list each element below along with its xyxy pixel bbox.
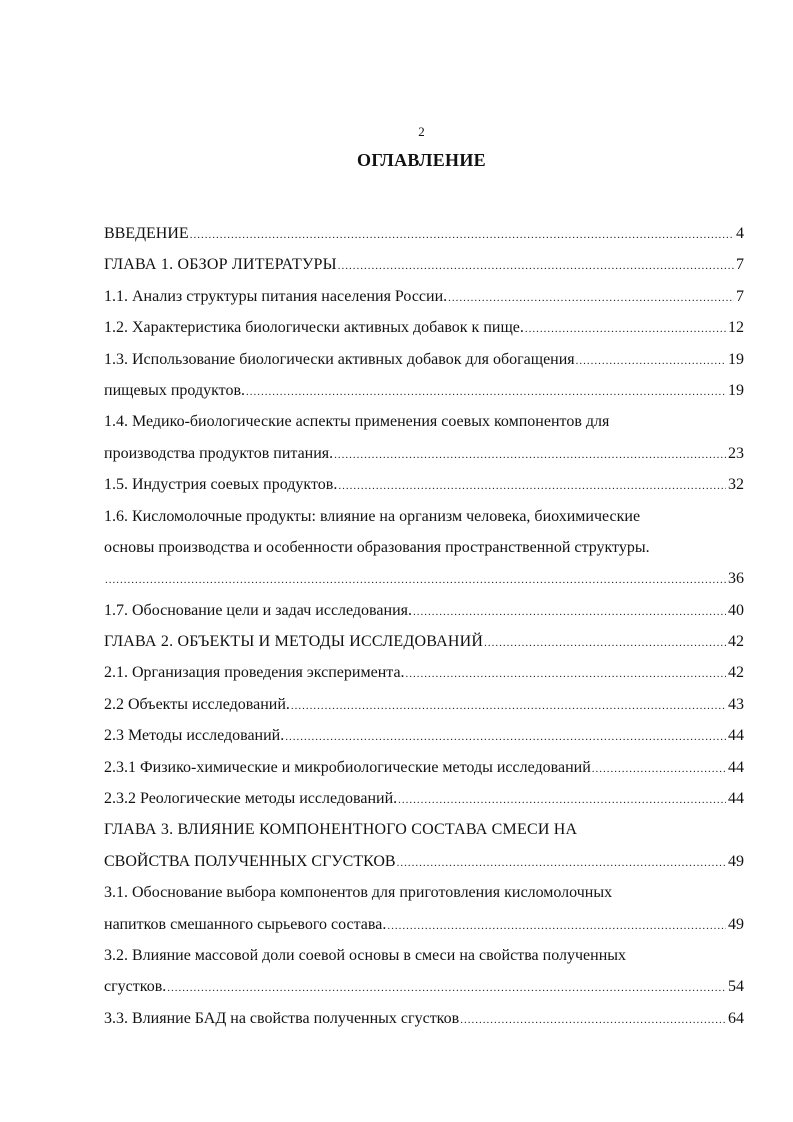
toc-entry[interactable]	[104, 281, 744, 312]
dot-leader	[284, 722, 726, 751]
toc-entry[interactable]	[104, 249, 744, 280]
dot-leader	[412, 597, 726, 626]
toc-entry-title: 1.3. Использование биологически активных добавок для обогащения	[104, 350, 575, 368]
toc-entry[interactable]	[104, 940, 744, 971]
toc-entry-title: 1.4. Медико-биологические аспекты применения соевых компонентов для	[104, 413, 610, 431]
toc-entry[interactable]	[104, 406, 744, 437]
toc-entry[interactable]	[104, 312, 744, 343]
toc-entry-page: 43	[728, 695, 744, 713]
toc-entry[interactable]	[104, 626, 744, 657]
dot-leader	[397, 785, 726, 814]
dot-leader	[333, 440, 726, 469]
toc-entry-title: 3.1. Обоснование выбора компонентов для приготовления кисломолочных	[104, 884, 613, 902]
toc-entry-title: пищевых продуктов.	[104, 381, 245, 399]
toc-entry-page: 49	[728, 915, 744, 933]
toc-entry-title: 2.3.1 Физико-химические и микробиологические методы исследований	[104, 758, 591, 776]
toc-entry-title: сгустков.	[104, 978, 167, 996]
page-number: 2	[418, 124, 425, 139]
dot-leader	[189, 220, 734, 249]
toc-entry[interactable]	[104, 563, 744, 594]
toc-entry-page: 7	[736, 287, 744, 305]
toc-entry-page: 44	[728, 758, 744, 776]
toc-entry-title: 1.7. Обоснование цели и задач исследования.	[104, 601, 412, 619]
toc-entry-title: 3.3. Влияние БАД на свойства полученных сгустков	[104, 1009, 460, 1027]
toc-entry-title: 1.6. Кисломолочные продукты: влияние на организм человека, биохимические	[104, 507, 641, 525]
toc-entry[interactable]	[104, 909, 744, 940]
toc-entry-page: 19	[728, 350, 744, 368]
toc-entry-title: ВВЕДЕНИЕ	[104, 225, 189, 242]
toc-entry-title: ГЛАВА 3. ВЛИЯНИЕ КОМПОНЕНТНОГО СОСТАВА СМЕСИ НА	[104, 821, 578, 839]
toc-entry[interactable]	[104, 375, 744, 406]
toc-entry[interactable]	[104, 532, 744, 563]
dot-leader	[386, 911, 726, 940]
dot-leader	[166, 973, 726, 1002]
toc-entry-page: 44	[728, 727, 744, 745]
toc-entry-page: 19	[728, 381, 744, 399]
toc-entry-title: 1.5. Индустрия соевых продуктов.	[104, 476, 338, 494]
dot-leader	[459, 1005, 726, 1034]
toc-entry-page: 4	[736, 225, 744, 242]
page-title: ОГЛАВЛЕНИЕ	[357, 150, 486, 170]
toc-entry[interactable]	[104, 689, 744, 720]
toc-entry[interactable]	[104, 344, 744, 375]
toc-entry[interactable]	[104, 877, 744, 908]
dot-leader	[337, 471, 726, 500]
dot-leader	[104, 565, 726, 594]
toc-entry[interactable]	[104, 720, 744, 751]
toc-entry-title: 2.3.2 Реологические методы исследований.	[104, 790, 398, 808]
toc-entry-page: 44	[728, 790, 744, 808]
toc-entry-title: 3.2. Влияние массовой доли соевой основы в смеси на свойства полученных	[104, 946, 626, 964]
dot-leader	[396, 848, 726, 877]
toc-entry-page: 64	[728, 1009, 744, 1027]
toc-entry-page: 49	[728, 852, 744, 870]
toc-entry[interactable]	[104, 971, 744, 1002]
toc-entry[interactable]	[104, 1003, 744, 1034]
toc-entry[interactable]	[104, 783, 744, 814]
dot-leader	[483, 628, 726, 657]
dot-leader	[524, 314, 726, 343]
toc-entry-page: 40	[728, 601, 744, 619]
dot-leader	[290, 691, 726, 720]
dot-leader	[405, 659, 726, 688]
toc-entry-page: 32	[728, 476, 744, 494]
toc-entry-page: 7	[736, 256, 744, 274]
toc-entry-title: производства продуктов питания.	[104, 444, 334, 462]
toc-entry-title: 2.3 Методы исследований.	[104, 727, 285, 745]
toc-entry-title: 2.1. Организация проведения эксперимента.	[104, 664, 405, 682]
toc-entry-title: 1.2. Характеристика биологически активных добавок к пище.	[104, 319, 524, 337]
toc-entry-page: 36	[728, 570, 744, 588]
dot-leader	[575, 346, 726, 375]
toc-entry-title: основы производства и особенности образования пространственной структуры.	[104, 538, 650, 556]
toc-entry-page: 42	[728, 664, 744, 682]
toc-entry-title: 1.1. Анализ структуры питания населения России.	[104, 287, 448, 305]
toc-entry-title: 2.2 Объекты исследований.	[104, 695, 290, 713]
toc-entry-page: 42	[728, 633, 744, 651]
toc-entry[interactable]	[104, 846, 744, 877]
dot-leader	[591, 754, 726, 783]
dot-leader	[447, 283, 734, 312]
toc-entry[interactable]	[104, 657, 744, 688]
toc-entry[interactable]	[104, 501, 744, 532]
toc-entry[interactable]	[104, 595, 744, 626]
toc-entry-title: напитков смешанного сырьевого состава.	[104, 915, 387, 933]
toc-entry[interactable]	[104, 469, 744, 500]
toc-entry-page: 12	[728, 319, 744, 337]
toc-entry-title: СВОЙСТВА ПОЛУЧЕННЫХ СГУСТКОВ	[104, 852, 396, 870]
toc-entry[interactable]	[104, 438, 744, 469]
toc-entry-page: 54	[728, 978, 744, 996]
toc-entry-title: ГЛАВА 1. ОБЗОР ЛИТЕРАТУРЫ	[104, 256, 337, 274]
toc-entry[interactable]	[104, 752, 744, 783]
dot-leader	[245, 377, 726, 406]
dot-leader	[337, 251, 734, 280]
table-of-contents	[104, 218, 744, 1034]
toc-entry[interactable]	[104, 814, 744, 845]
toc-entry-title: ГЛАВА 2. ОБЪЕКТЫ И МЕТОДЫ ИССЛЕДОВАНИЙ	[104, 633, 484, 651]
toc-entry[interactable]	[104, 218, 744, 249]
toc-entry-page: 23	[728, 444, 744, 462]
